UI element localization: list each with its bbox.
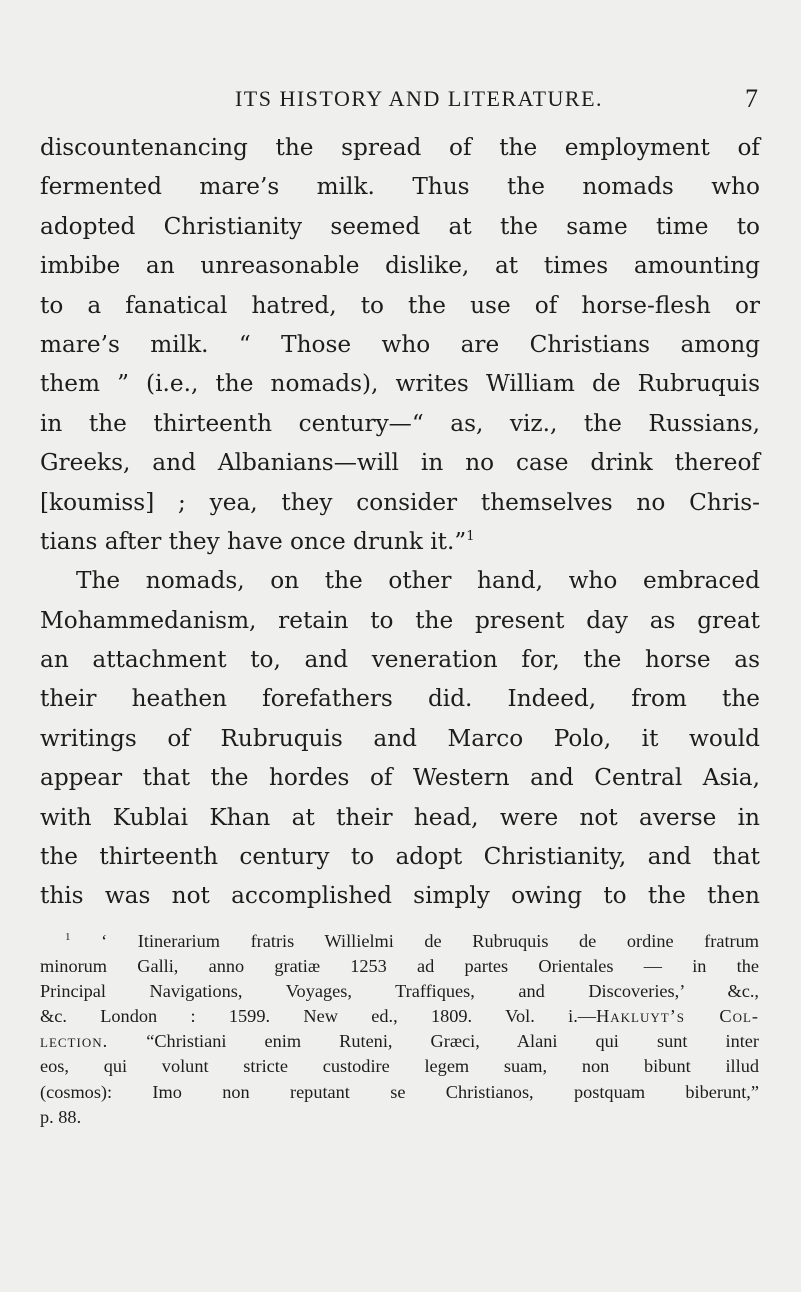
text-line: to a fanatical hatred, to the use of horse-flesh or <box>40 291 760 319</box>
running-head <box>40 86 758 116</box>
text-line: fermented mare’s milk. Thus the nomads who <box>40 173 760 201</box>
text-line: appear that the hordes of Western and Central Asia, <box>40 764 760 792</box>
text-line: them ” (i.e., the nomads), writes William de Rubruquis <box>40 370 760 398</box>
footnote-line: Principal Navigations, Voyages, Traffiques, and Discoveries,’ &c., <box>40 981 759 1002</box>
footnote-reference[interactable]: 1 <box>466 528 475 544</box>
footnote-line <box>40 1004 759 1029</box>
footnote-line: (cosmos): Imo non reputant se Christianos, postquam biberunt,” <box>40 1081 759 1102</box>
text-line: the thirteenth century to adopt Christianity, and that <box>40 843 760 871</box>
footnote-collection-name-cont: lection. <box>40 1031 109 1052</box>
footnote-line <box>40 929 759 954</box>
body-text <box>40 128 760 916</box>
footnote <box>40 929 759 1130</box>
footnote-marker: 1 <box>65 931 71 943</box>
footnote-text: “Christiani enim Ruteni, Græci, Alani qui sunt inter <box>146 1031 759 1052</box>
text-line: in the thirteenth century—“ as, viz., the Russians, <box>40 409 760 437</box>
running-title: ITS HISTORY AND LITERATURE. <box>234 86 604 111</box>
footnote-text: &c. London : 1599. New ed., 1809. Vol. i.— <box>40 1006 597 1027</box>
text-line: their heathen forefathers did. Indeed, from the <box>40 685 760 713</box>
text-line: writings of Rubruquis and Marco Polo, it would <box>40 724 760 752</box>
footnote-collection-name: Hakluyt’s Col- <box>596 1006 759 1027</box>
footnote-text: ‘ Itinerarium fratris Willielmi de Rubruquis de ordine fratrum <box>101 931 759 951</box>
text-line-content: tians after they have once drunk it.” <box>40 527 467 555</box>
page-number: 7 <box>745 84 758 113</box>
text-line: discountenancing the spread of the employment of <box>40 134 760 161</box>
text-line: imbibe an unreasonable dislike, at times amounting <box>40 252 760 280</box>
text-line: Mohammedanism, retain to the present day as great <box>40 606 760 634</box>
footnote-line: eos, qui volunt stricte custodire legem suam, non bibunt illud <box>40 1056 759 1077</box>
text-line: with Kublai Khan at their head, were not averse in <box>40 803 760 831</box>
text-line: an attachment to, and veneration for, the horse as <box>40 646 760 674</box>
text-line: mare’s milk. “ Those who are Christians among <box>40 330 760 358</box>
text-line: Greeks, and Albanians—will in no case drink thereof <box>40 449 760 477</box>
footnote-line: p. 88. <box>40 1106 82 1127</box>
text-line: this was not accomplished simply owing to the then <box>40 882 760 910</box>
text-line: [koumiss] ; yea, they consider themselves no Chris- <box>40 488 760 516</box>
text-line: adopted Christianity seemed at the same time to <box>40 212 760 240</box>
footnote-line <box>40 1029 759 1054</box>
paragraph-start-line: The nomads, on the other hand, who embraced <box>76 567 760 595</box>
text-line <box>40 522 760 561</box>
footnote-line: minorum Galli, anno gratiæ 1253 ad partes Orientales — in the <box>40 956 759 977</box>
